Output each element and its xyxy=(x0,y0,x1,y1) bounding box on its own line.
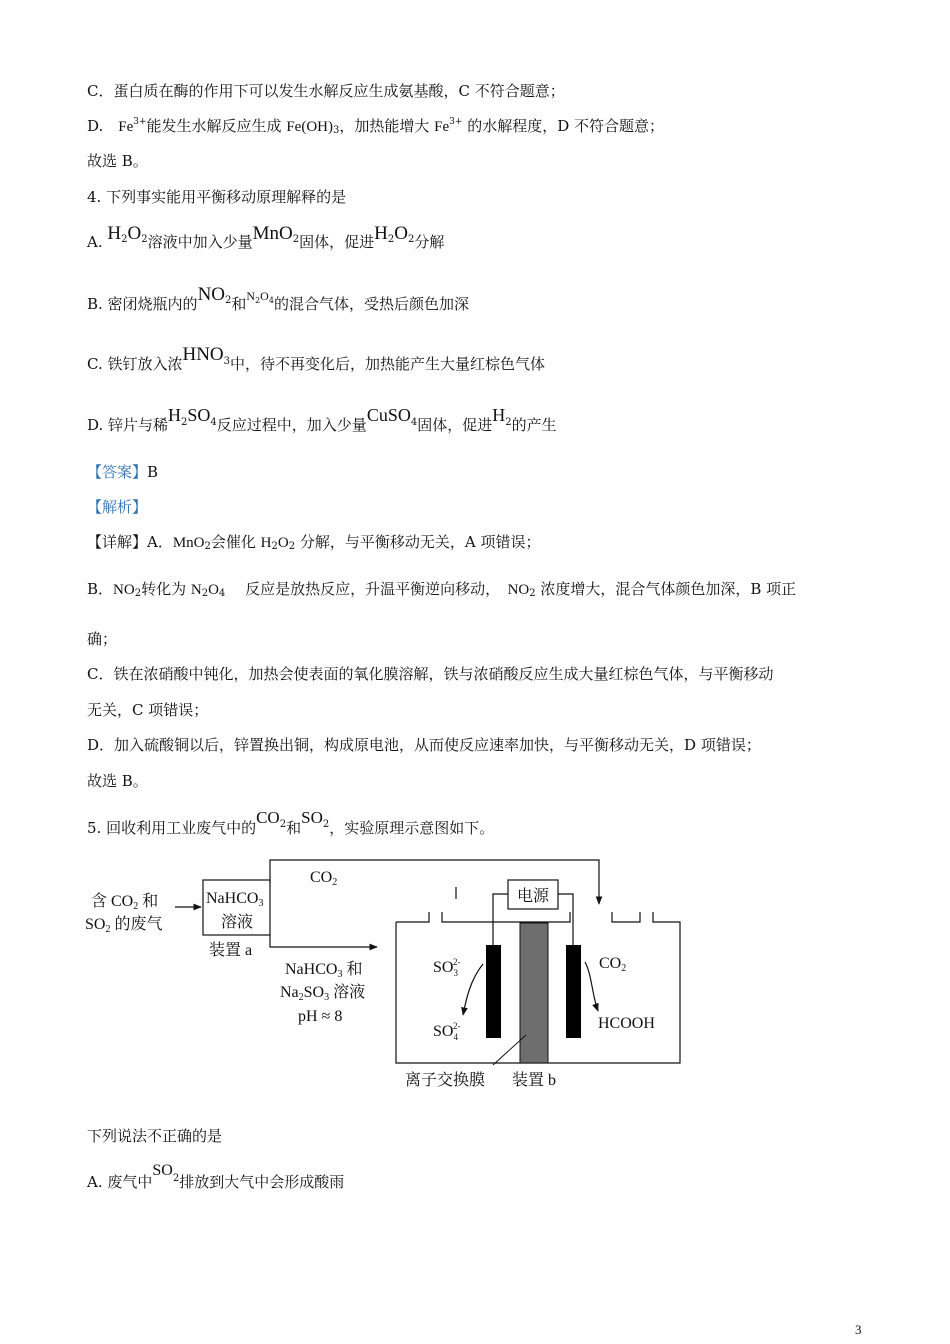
device-a-name: 装置 a xyxy=(209,942,253,959)
anode-electrode xyxy=(486,945,501,1038)
detail-conclusion: 故选 B。 xyxy=(87,772,148,790)
detail-c: C．铁在浓硝酸中钝化，加热会使表面的氧化膜溶解，铁与浓硝酸反应生成大量红棕色气体，与平衡移动 xyxy=(87,665,774,683)
q4-option-b: B. 密闭烧瓶内的$NO^2$和$^{N2O4}$的混合气体，受热后颜色加深 xyxy=(87,284,469,313)
question-4: 4. 下列事实能用平衡移动原理解释的是 xyxy=(87,188,347,206)
ion-exchange-membrane xyxy=(520,923,548,1063)
q4-option-c: C. 铁钉放入浓HNO$^3$中，待不再变化后，加热能产生大量红棕色气体 xyxy=(87,344,546,373)
device-a-label-1: NaHCO3 xyxy=(206,890,264,909)
cathode-electrode xyxy=(566,945,581,1038)
co2-cathode-label: CO2 xyxy=(599,955,627,974)
solution-label-3: pH ≈ 8 xyxy=(298,1008,343,1025)
membrane-label: 离子交换膜 xyxy=(405,1072,486,1089)
detail-d: D．加入硫酸铜以后，锌置换出铜，构成原电池，从而使反应速率加快，与平衡移动无关，D 项错误； xyxy=(87,736,761,754)
co2-to-hcooh-arrow xyxy=(585,962,598,1011)
option-c-line: C．蛋白质在酶的作用下可以发生水解反应生成氨基酸，C 不符合题意； xyxy=(87,82,565,100)
solution-label-1: NaHCO3 和 xyxy=(285,961,363,980)
analysis-tag: 【解析】 xyxy=(87,498,148,516)
hcooh-label: HCOOH xyxy=(598,1015,655,1032)
q4-option-a: A. $H^2O^2$溶液中加入少量MnO$^2$固体，促进$H^2O^2$分解 xyxy=(87,223,445,251)
solution-pipe xyxy=(270,935,377,947)
power-label: 电源 xyxy=(517,888,550,905)
co2-top-label: CO2 xyxy=(310,869,338,888)
gas-inlet-label-1: 含 CO2 和 xyxy=(91,893,159,912)
sulfite-label: $SO_32-$ xyxy=(433,957,461,978)
solution-label-2: Na2SO3 溶液 xyxy=(280,984,366,1003)
so3-to-so4-arrow xyxy=(463,964,483,1015)
sulfate-label: $SO_42-$ xyxy=(433,1021,461,1042)
conclusion-line: 故选 B。 xyxy=(87,152,148,170)
detail-b-cont: 确； xyxy=(87,630,118,648)
q4-option-d: D. 锌片与稀$H^2SO^4$反应过程中，加入少量CuSO$^4$固体，促进$H^2$的产生 xyxy=(87,405,557,434)
option-d-line: D. $Fe^{3+}$能发生水解反应生成 Fe(OH)3，加热能增大 $Fe^{3+}$ 的水解程度，D 不符合题意； xyxy=(87,117,664,136)
detail-a: 【详解】A．MnO2会催化 H2O2 分解，与平衡移动无关，A 项错误； xyxy=(87,533,541,552)
detail-b: B．NO2转化为 N2O4 反应是放热反应，升温平衡逆向移动， NO2 浓度增大，混合气体颜色加深，B 项正 xyxy=(87,580,797,599)
page-number: 3 xyxy=(855,1322,862,1337)
q5-stem: 下列说法不正确的是 xyxy=(87,1127,223,1145)
gas-inlet-label-2: SO2 的废气 xyxy=(85,916,163,935)
device-b-name: 装置 b xyxy=(512,1072,557,1089)
detail-c-cont: 无关，C 项错误； xyxy=(87,701,209,719)
power-wire-right xyxy=(558,894,573,945)
power-wire-left xyxy=(493,894,508,945)
question-5: 5. 回收利用工业废气中的$CO^2$和$SO^2$，实验原理示意图如下。 xyxy=(87,808,495,837)
q5-option-a: A. 废气中$SO^2$排放到大气中会形成酸雨 xyxy=(87,1162,345,1191)
answer-line: 【答案】B xyxy=(87,463,159,481)
device-a-label-2: 溶液 xyxy=(221,914,254,931)
